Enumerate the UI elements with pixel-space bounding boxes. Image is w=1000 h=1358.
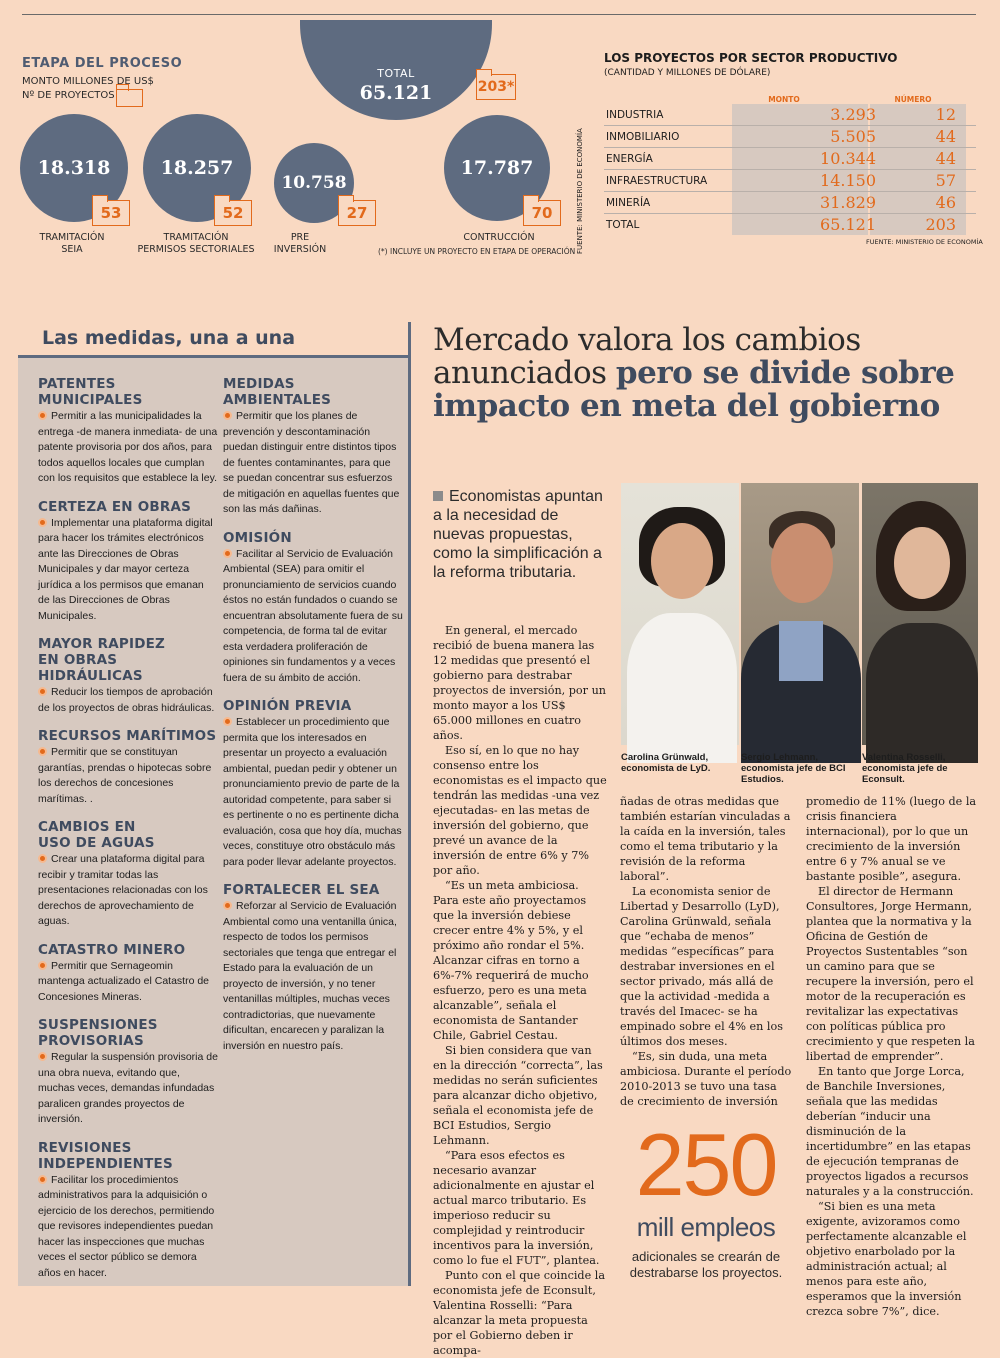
medida-text: Permitir que se constituyan garantías, prendas o hipotecas sobre los derechos de concesiones marítimas. . [38,746,212,805]
medida-heading: CATASTRO MINERO [38,941,186,958]
medida-heading: REVISIONES INDEPENDIENTES [38,1139,173,1172]
sector-table-source: FUENTE: MINISTERIO DE ECONOMÍA [866,238,983,246]
medida-text: Facilitar al Servicio de Evaluación Ambiental (SEA) para omitir el pronunciamiento de servicios cuando éstos no están fundados o cuando se encuentran absolutamente fuera de su competencia, de forma tal de evitar esta verdadera proliferación de opiniones sin fundamentos y a veces fuera de su ámbito de acción. [223,547,403,684]
medida-heading: CAMBIOS EN USO DE AGUAS [38,819,155,851]
total-bubble [300,20,492,120]
medidas-header [18,322,408,358]
medidas-title: Las medidas, una a una [42,327,296,349]
legend-amount: MONTO MILLONES DE US$ [22,76,154,87]
table-row: INDUSTRIA 3.293 12 [604,104,976,126]
article-column-3: promedio de 11% (luego de la crisis financiera internacional), por lo que un crecimiento de la inversión entre 6 y 7% anual se ve bastante posible”, asegura. El director de Hermann Consultores, Jorge Hermann, plantea que la normativa y la Oficina de Gestión de Proyectos Sustentables “son un camino para que se recupere la inversión, pero el motor de la recuperación es revitalizar las expectativas con políticas pública pro crecimiento y que respeten la libertad de emprender”. En tanto que Jorge Lorca, de Banchile Inversiones, señala que las medidas deberían “inducir una disminución de la incertidumbre” en las etapas de ejecución tempranas de proyectos ligados a recursos naturales y a la construcción. “Si bien es una meta exigente, avizoramos como perfectamente alcanzable el objetivo enarbolado por la administración actual; al menos para este año, esperamos que la inversión crezca sobre 7%”, dice. [806,795,977,1318]
sector-table-title: LOS PROYECTOS POR SECTOR PRODUCTIVO [604,51,898,65]
medida-heading: PATENTES MUNICIPALES [38,376,143,408]
photo-carolina-grunwald [621,483,739,745]
callout-unit: mill empleos [636,1212,776,1242]
top-rule [22,14,976,15]
medida-heading: CERTEZA EN OBRAS [38,498,192,515]
medida-text: Establecer un procedimiento que permita que los interesados en presentar un proyecto a evaluación ambiental, puedan pedir y obtener un pronunciamiento previo de parte de la autoridad competente, para saber si es pertinente o no es pertinente dicha evaluación, cosa que hoy día, muchas veces, constituye otro obstáculo más para poder llevar adelante proyectos. [223,716,402,868]
stage-source: FUENTE: MINISTERIO DE ECONOMÍA [576,128,584,254]
medida-heading: SUSPENSIONES PROVISORIAS [38,1017,158,1049]
medida-heading: FORTALECER EL SEA [223,882,380,898]
table-row: INFRAESTRUCTURA 14.150 57 [604,170,976,192]
stage-count-preinversion: 27 [338,200,376,226]
table-row-total: TOTAL 65.121 203 [604,214,976,236]
medida-text: Regular la suspensión provisoria de una obra nueva, evitando que, muchas veces, demandas infundadas paralicen grandes proyectos de inversión. [38,1051,218,1125]
caption-lehmann: Sergio Lehmann, economista jefe de BCI Estudios. [741,752,846,785]
table-row: MINERÍA 31.829 46 [604,192,976,214]
medidas-column-2 [223,376,403,1066]
medida-heading: RECURSOS MARÍTIMOS [38,728,217,744]
medida-text: Reducir los tiempos de aprobación de los proyectos de obras hidráulicas. [38,686,215,714]
table-row: ENERGÍA 10.344 44 [604,148,976,170]
article-column-2: ñadas de otras medidas que también estarían vinculadas a la caída en la inversión, tales como el tema tributario y la revisión de la reforma laboral”. La economista senior de Libertad y Desarrollo (LyD), Carolina Grünwald, señala que “echaba de menos” medidas “específicas” para destrabar inversiones en el sector privado, más allá de que la actividad -medida a través del Imacec- se ha empinado sobre el 4% en los últimos dos meses. “Es, sin duda, una meta ambiciosa. Durante el período 2010-2013 se tuvo una tasa de crecimiento de inversión [620,795,792,1108]
sector-table-subtitle: (CANTIDAD Y MILLONES DE DÓLARE) [604,68,771,78]
medida-text: Reforzar al Servicio de Evaluación Ambiental como una ventanilla única, respecto de todos los permisos sectoriales que tenga que entregar el Estado para la evaluación de un proyecto de inversión, y no tener ventanillas múltiples, muchas veces contradictorias, que nuevamente dificultan, encarecen y paralizan la inversión en nuestro país. [223,900,397,1052]
medida-text: Crear una plataforma digital para recibir y tramitar todas las presentaciones relacionadas con los derechos de aprovechamiento de aguas. [38,853,208,927]
stage-count-permisos: 52 [214,200,252,226]
stage-chart-title: ETAPA DEL PROCESO [22,56,183,71]
photo-sergio-lehmann [741,483,859,745]
medida-text: Permitir que los planes de prevención y descontaminación puedan distinguir entre distintos tipos de fuentes contaminantes, para que se puedan concentrar sus esfuerzos de mitigación en aquellas fuentes que son las más dañinas. [223,410,400,515]
stage-label-construccion: CONTRUCCIÓN [463,232,535,243]
medida-heading: MAYOR RAPIDEZ EN OBRAS HIDRÁULICAS [38,636,166,684]
medida-heading: MEDIDAS AMBIENTALES [223,376,332,408]
medida-heading: OPINIÓN PREVIA [223,698,352,714]
caption-rosselli: Valentina Rosselli, economista jefe de Econsult. [862,752,948,785]
column-divider [408,322,411,1286]
stage-bubble-permisos: 18.257 [143,114,251,222]
legend-count: Nº DE PROYECTOS [22,90,115,101]
stage-footnote: (*) INCLUYE UN PROYECTO EN ETAPA DE OPERACIÓN [378,247,576,256]
medida-text: Permitir a las municipalidades la entrega -de manera inmediata- de una patente provisoria por dos años, para todos aquellos locales que cumplan con los requisitos que establece la ley. [38,410,218,484]
article-column-1: En general, el mercado recibió de buena manera las 12 medidas que presentó el gobierno para destrabar proyectos de inversión, por un monto mayor a los US$ 65.000 millones en cuatro años. Eso sí, en lo que no hay consenso entre los economistas es el impacto que tendrán las medidas -una vez ejecutadas- en las metas de inversión del gobierno, que prevé un avance de la inversión de entre 6% y 7% por año. “Es un meta ambiciosa. Para este año proyectamos que la inversión debiese crecer entre 4% y 5%, y el próximo año rondar el 5%. Alcanzar cifras en torno a 6%-7% requerirá de mucho esfuerzo, pero es una meta alcanzable”, señala el economista de Santander Chile, Gabriel Cestau. Si bien considera que van en la dirección “correcta”, las medidas no serán suficientes para alcanzar dicho objetivo, señala el economista jefe de BCI Estudios, Sergio Lehmann. “Para esos efectos es necesario avanzar adicionalmente en ajustar el actual marco tributario. Es imperioso reducir su complejidad y reintroducir incentivos para la inversión, como lo fue el FUT”, plantea. Punto con el que coincide la economista jefe de Econsult, Valentina Rosselli: “Para alcanzar la meta propuesta por el Gobierno deben ir acompa- [433,624,607,1357]
folder-legend-icon [116,89,143,107]
total-label: TOTAL [377,67,415,80]
photo-valentina-rosselli [862,483,978,745]
stage-label-seia: TRAMITACIÓN SEIA [39,232,105,255]
stage-label-permisos: TRAMITACIÓN PERMISOS SECTORIALES [137,232,255,255]
stage-count-seia: 53 [92,200,130,226]
medidas-column-1 [38,376,218,1279]
caption-grunwald: Carolina Grünwald, economista de LyD. [621,752,711,774]
table-row: INMOBILIARIO 5.505 44 [604,126,976,148]
deck-bullet-icon [433,491,443,501]
callout-text: adicionales se crearán de destrabarse los proyectos. [629,1249,783,1280]
total-value: 65.121 [359,82,433,104]
stage-count-construccion: 70 [523,200,561,226]
stage-bubble-preinversion: 10.758 [274,143,354,223]
medida-text: Facilitar los procedimientos administrativos para la adquisición o ejercicio de los derechos, permitiendo que revisores independientes puedan hacer las inspecciones que muchas veces el sector público se demora años en hacer. [38,1173,215,1279]
total-count-folder: 203* [476,74,516,100]
col-monto: MONTO [768,95,800,104]
medida-text: Permitir que Sernageomin mantenga actualizado el Catastro de Concesiones Mineras. [38,959,210,1003]
article-deck: Economistas apuntan a la necesidad de nuevas propuestas, como la simplificación a la reforma tributaria. [433,488,603,581]
col-numero: NÚMERO [894,95,932,104]
stage-label-preinversion: PRE INVERSIÓN [273,232,327,255]
callout-number: 250 [635,1115,777,1214]
stage-bubble-seia: 18.318 [20,114,128,222]
stage-bubble-construccion: 17.787 [444,115,550,221]
medida-heading: OMISIÓN [223,529,292,546]
medida-text: Implementar una plataforma digital para hacer los trámites electrónicos ante las Direcciones de Obras Municipales y dar mayor certeza jurídica a los permisos que emanan de las Direcciones de Obras Municipales. [38,516,213,622]
article-headline: Mercado valora los cambios anunciados pero se divide sobre impacto en meta del gobierno [433,322,955,424]
